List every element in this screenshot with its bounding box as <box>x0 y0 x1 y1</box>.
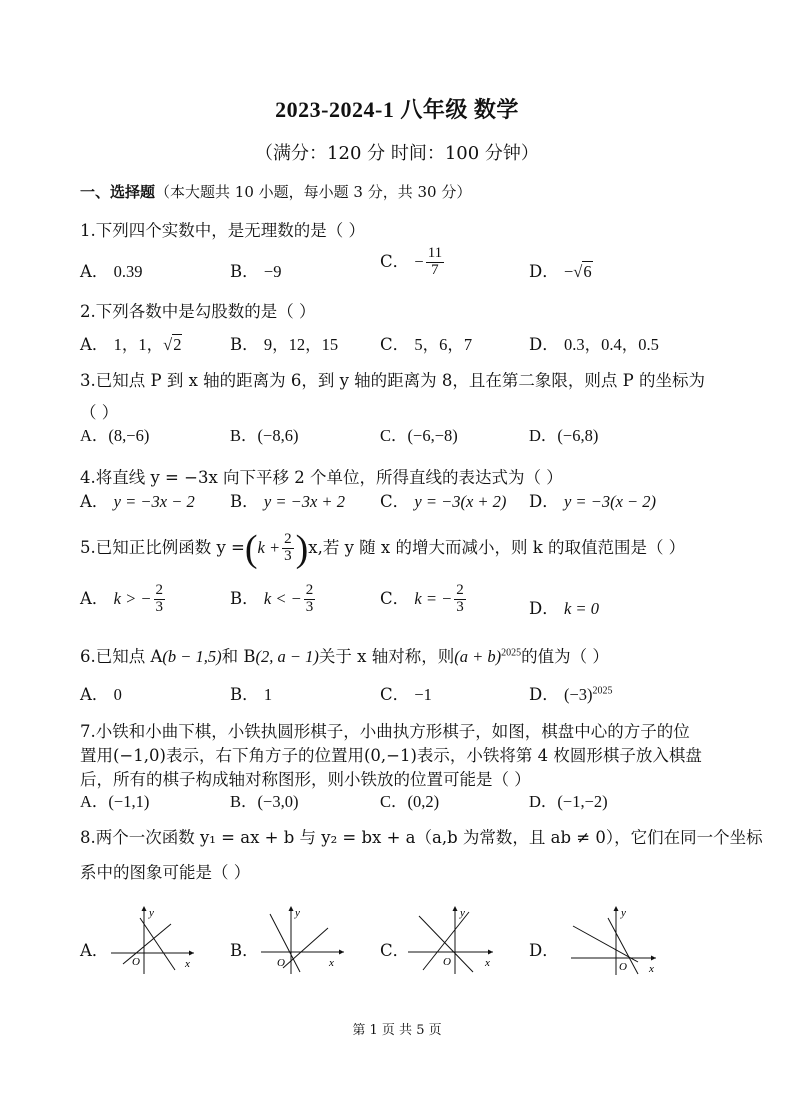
q2-option-c: C． 5，6，7 <box>380 335 473 354</box>
q8-graph-a <box>108 902 198 977</box>
q5-option-d: D． k = 0 <box>529 599 599 618</box>
q1-option-c: C． − $\frac{11}{7}$ <box>380 245 443 278</box>
q7-option-d: D．(−1,−2) <box>529 792 608 811</box>
q4-option-a: A． y = −3x − 2 <box>80 492 195 511</box>
q5-option-b: B． k < − $\frac{2}{3}$ <box>230 582 314 615</box>
svg-text:y: y <box>460 907 465 919</box>
svg-text:O: O <box>443 956 451 968</box>
q3-blank: （ ） <box>80 403 119 422</box>
q6-option-c: C． −1 <box>380 685 432 704</box>
option-c-label: C． <box>380 251 410 271</box>
section-heading <box>80 181 471 202</box>
q7-line1: 7.小铁和小曲下棋，小铁执圆形棋子，小曲执方形棋子，如图，棋盘中心的方子的位 <box>80 722 690 741</box>
q1-a-value: 0.39 <box>113 262 143 281</box>
q5-option-c: C． k = − $\frac{2}{3}$ <box>380 582 464 615</box>
q1-option-d: D． −√6 <box>529 262 592 281</box>
option-a-label: A． <box>80 262 109 281</box>
q8-graph-d <box>568 902 660 977</box>
q8-line1: 8.两个一次函数 y₁ = ax + b 与 y₂ = bx + a（a,b 为常数，且 ab ≠ 0），它们在同一个坐标 <box>80 828 763 847</box>
q2-option-b: B． 9，12，15 <box>230 335 339 354</box>
svg-text:y: y <box>149 907 154 919</box>
q4-option-c: C． y = −3(x + 2) <box>380 492 507 511</box>
q1-b-value: −9 <box>263 262 282 281</box>
q8-graph-b <box>258 902 348 977</box>
svg-text:y: y <box>621 907 626 919</box>
q8-line2: 系中的图象可能是（ ） <box>80 863 251 882</box>
q6-option-a: A． 0 <box>80 685 122 704</box>
q5-stem: 5.已知正比例函数 y =(k + $\frac{2}{3}$ )x,若 y 随 x 的增大而减小，则 k 的取值范围是（ ） <box>80 528 686 570</box>
q2-stem: 2.下列各数中是勾股数的是（ ） <box>80 302 316 321</box>
q1-c-fraction: $\frac{11}{7}$ <box>427 245 443 278</box>
section-note: （本大题共 10 小题，每小题 3 分，共 30 分） <box>155 183 472 201</box>
q7-option-a: A．(−1,1) <box>80 792 150 811</box>
q4-stem: 4.将直线 y = −3x 向下平移 2 个单位，所得直线的表达式为（ ） <box>80 468 563 487</box>
q7-line2: 置用(−1,0)表示，右下角方子的位置用(0,−1)表示，小铁将第 4 枚圆形棋子放入棋盘 <box>80 746 702 765</box>
q3-option-b: B．(−8,6) <box>230 426 299 445</box>
q6-stem: 6.已知点 A(b − 1,5)和 B(2, a − 1)关于 x 轴对称，则$(a + b)^{2025}$的值为（ ） <box>80 647 609 666</box>
q3-option-c: C．(−6,−8) <box>380 426 458 445</box>
svg-text:x: x <box>649 963 654 975</box>
q2-option-d: D． 0.3，0.4，0.5 <box>529 335 659 354</box>
q4-option-d: D． y = −3(x − 2) <box>529 492 657 511</box>
q7-option-c: C．(0,2) <box>380 792 440 811</box>
page-subtitle: （满分：120 分 时间：100 分钟） <box>255 143 539 164</box>
svg-text:x: x <box>485 957 490 969</box>
q6-option-b: B． 1 <box>230 685 273 704</box>
page-title: 2023-2024-1 八年级 数学 <box>275 97 519 122</box>
svg-text:x: x <box>185 958 190 970</box>
svg-text:O: O <box>619 961 627 973</box>
option-b-label: B． <box>230 262 259 281</box>
q1-option-b <box>230 258 281 282</box>
q7-line3: 后，所有的棋子构成轴对称图形，则小铁放的位置可能是（ ） <box>80 770 531 789</box>
page-footer: 第 1 页 共 5 页 <box>352 1023 442 1038</box>
q3-stem: 3.已知点 P 到 x 轴的距离为 6，到 y 轴的距离为 8，且在第二象限，则点 P 的坐标为 <box>80 371 706 390</box>
q8-option-c-label: C． <box>380 941 410 960</box>
q8-option-b-label: B． <box>230 941 259 960</box>
q1-stem: 1.下列四个实数中，是无理数的是（ ） <box>80 221 365 240</box>
svg-text:x: x <box>329 957 334 969</box>
q6-option-d: D． $(-3)^{2025}$ <box>529 685 613 704</box>
q4-option-b: B． y = −3x + 2 <box>230 492 345 511</box>
q1-d-sqrt: 6 <box>583 262 592 281</box>
q8-graph-c <box>405 902 497 977</box>
q3-option-d: D．(−6,8) <box>529 426 599 445</box>
q1-option-a <box>80 258 143 282</box>
svg-text:y: y <box>295 907 300 919</box>
svg-text:O: O <box>132 956 140 968</box>
svg-text:O: O <box>277 957 285 969</box>
q2-option-a: A． 1，1，√2 <box>80 335 182 354</box>
section-name: 一、选择题 <box>80 183 156 201</box>
option-d-label: D． <box>529 262 559 281</box>
q8-option-a-label: A． <box>80 941 109 960</box>
q8-option-d-label: D． <box>529 941 559 960</box>
q7-option-b: B．(−3,0) <box>230 792 299 811</box>
q3-option-a: A．(8,−6) <box>80 426 150 445</box>
q5-option-a: A． k > − $\frac{2}{3}$ <box>80 582 164 615</box>
